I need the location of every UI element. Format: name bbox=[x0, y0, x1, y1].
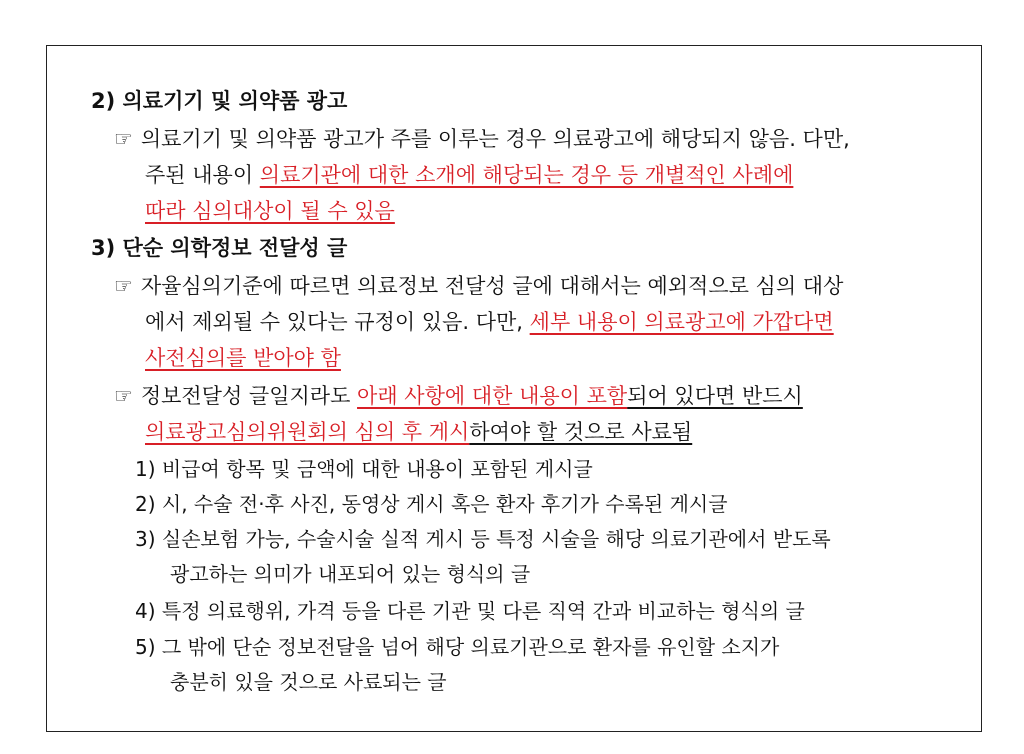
section-3-text: 자율심의기준에 따르면 의료정보 전달성 글에 대해서는 예외적으로 심의 대상 bbox=[140, 274, 844, 298]
section-2-text: 주된 내용이 bbox=[145, 163, 260, 187]
list-item: 3) 실손보험 가능, 수술시술 실적 게시 등 특정 시술을 해당 의료기관에서 받도록 bbox=[135, 527, 831, 551]
section-3-heading: 3) 단순 의학정보 전달성 글 bbox=[91, 236, 348, 260]
section-3-emphasis: 의료광고심의위원회의 심의 후 게시 bbox=[145, 420, 470, 444]
section-2-paragraph-line-2 bbox=[145, 158, 793, 192]
section-3-emphasis: 아래 사항에 대한 내용이 포함 bbox=[357, 384, 628, 408]
section-2-text: 의료기기 및 의약품 광고가 주를 이루는 경우 의료광고에 해당되지 않음. 다만, bbox=[140, 127, 850, 151]
list-item-continuation: 충분히 있을 것으로 사료되는 글 bbox=[170, 670, 447, 694]
section-3-p1-line-1 bbox=[114, 269, 843, 303]
section-3-text-underlined: 하여야 할 것으로 사료됨 bbox=[469, 420, 693, 444]
pointing-hand-icon: ☞ bbox=[114, 384, 133, 408]
section-3-p1-line-3 bbox=[145, 341, 341, 375]
section-3-p1-line-2 bbox=[145, 305, 834, 339]
section-3-emphasis: 세부 내용이 의료광고에 가깝다면 bbox=[529, 310, 834, 334]
list-item: 5) 그 밖에 단순 정보전달을 넘어 해당 의료기관으로 환자를 유인할 소지가 bbox=[135, 635, 780, 659]
section-2-paragraph-line-3 bbox=[145, 194, 395, 228]
section-2-emphasis: 따라 심의대상이 될 수 있음 bbox=[145, 199, 395, 223]
section-3-p2-line-1 bbox=[114, 379, 803, 413]
list-item: 4) 특정 의료행위, 가격 등을 다른 기관 및 다른 직역 간과 비교하는 형식의 글 bbox=[135, 599, 805, 623]
list-item: 1) 비급여 항목 및 금액에 대한 내용이 포함된 게시글 bbox=[135, 457, 593, 481]
section-3-text-underlined: 되어 있다면 반드시 bbox=[627, 384, 803, 408]
list-item: 2) 시, 수술 전·후 사진, 동영상 게시 혹은 환자 후기가 수록된 게시글 bbox=[135, 492, 728, 516]
section-2-heading: 2) 의료기기 및 의약품 광고 bbox=[91, 89, 348, 113]
section-3-emphasis: 사전심의를 받아야 함 bbox=[145, 346, 341, 370]
section-2-emphasis: 의료기관에 대한 소개에 해당되는 경우 등 개별적인 사례에 bbox=[259, 163, 794, 187]
section-3-text: 에서 제외될 수 있다는 규정이 있음. 다만, bbox=[145, 310, 530, 334]
section-3-text: 정보전달성 글일지라도 bbox=[140, 384, 358, 408]
section-3-p2-line-2 bbox=[145, 415, 692, 449]
list-item-continuation: 광고하는 의미가 내포되어 있는 형식의 글 bbox=[170, 562, 531, 586]
pointing-hand-icon: ☞ bbox=[114, 274, 133, 298]
section-2-paragraph-line-1 bbox=[114, 122, 850, 156]
pointing-hand-icon: ☞ bbox=[114, 127, 133, 151]
